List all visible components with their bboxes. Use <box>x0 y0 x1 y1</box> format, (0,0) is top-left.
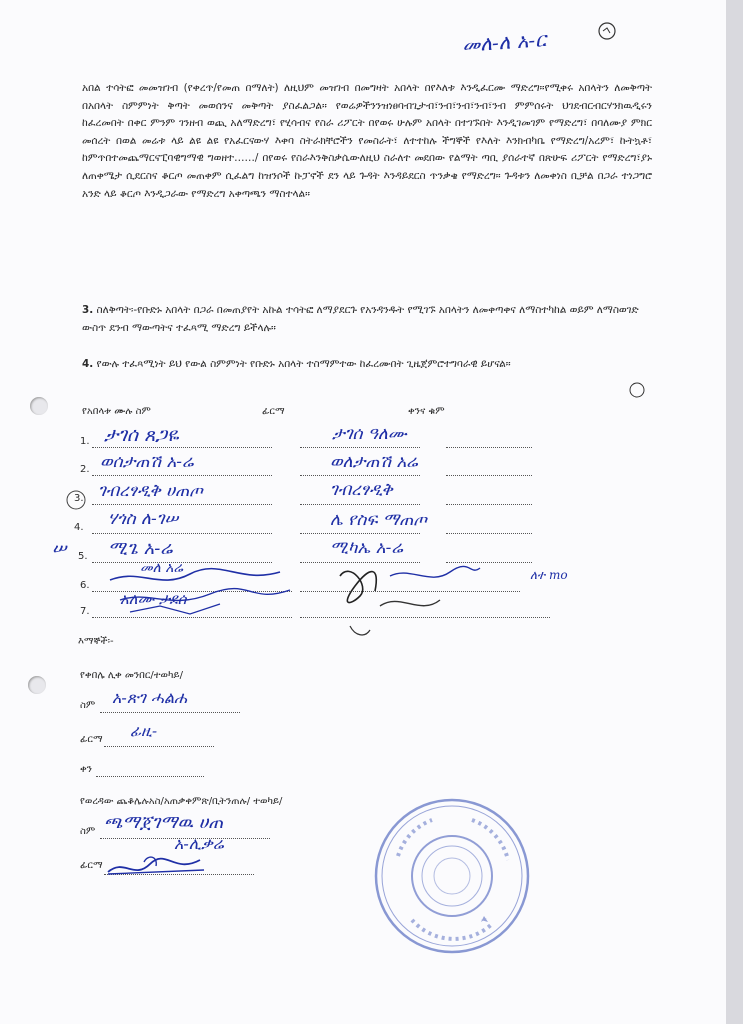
kebele-name-label: ስም <box>80 700 96 711</box>
date-line <box>446 504 532 505</box>
sign-line <box>300 533 420 534</box>
punch-hole <box>28 676 46 694</box>
kebele-sign-hw: ፊዚ- <box>130 722 158 740</box>
row-number: 4. <box>74 522 84 533</box>
header-handwriting: መለ-ለ አ-ር <box>461 27 547 57</box>
clause-3-number: 3. <box>82 304 94 316</box>
kebele-sign-label: ፊርማ <box>80 734 103 745</box>
sign-line <box>300 475 420 476</box>
member-signature: ገብረፃዲቅ <box>330 480 393 500</box>
member-name: ወሰታጠሽ አ-ሬ <box>100 452 194 472</box>
date-line <box>446 533 532 534</box>
date-line <box>446 475 532 476</box>
office-name-hw: ጫማጀገማዉ ሀጠ <box>104 812 224 833</box>
kebele-name-line <box>100 712 240 713</box>
circle-mark-icon <box>596 20 618 42</box>
name-line <box>92 504 272 505</box>
row-number: 5. <box>78 551 88 562</box>
row-number: 7. <box>80 606 90 617</box>
sign-line <box>300 447 420 448</box>
kebele-date-line <box>96 776 204 777</box>
official-stamp-icon <box>372 796 532 956</box>
row-number: 2. <box>80 464 90 475</box>
date-line <box>446 447 532 448</box>
member-name: አለሙ ታደሰ <box>120 590 187 608</box>
row-number: 1. <box>80 436 90 447</box>
circle-mark-icon <box>626 380 650 400</box>
kebele-label: የቀበሌ ሊቀ መንበር/ተወካይ/ <box>80 670 183 681</box>
scribbled-signature-icon <box>100 560 300 620</box>
clause-4 <box>82 355 652 373</box>
member-signature: ታገሰ ዓለሙ <box>332 424 407 444</box>
scribbled-signature-icon <box>104 850 214 886</box>
member-name: ገብረፃዲቅ ሀጠጦ <box>98 481 203 501</box>
col-header-signature: ፊርማ <box>262 406 285 417</box>
side-note-left: ሠ <box>52 538 67 559</box>
main-paragraph: አበል ተሳትፎ መመዝገብ (የቀረጥ/የመጠ በማለት) ለዚህም መዝገብ በመግዛት አበላት በየእለቱ እንዲፈርሙ ማድረግ።የሚቀሩ አበላትን ለመቅጣት በአበላት ስምምነት ቅጣት መወሰንና መቅጣት ያስፈልጋል። የወሬዎችንንዝነፀባብጊታብ፣ንብ፣ንብ፣ንብ፣ንብ ምምሰሩት ህገደብርብርሃንክዉዲሩን ከፈረመበት በቀር ምንም ገንዘብ ወጪ አለማድረግ፣ የሂሳብና የስራ ሪፖርት በየወሩ ሁሉም አበላት በተገኙበት እንዲገመገም የማድረግ፣ በባለሙያ ምክር መሰረት በወል መሬቱ ላይ ልዩ ልዩ የአፈርናውሃ እቀባ ስትራክቸሮችን የመስራት፣ ለተተከሉ ችግኞች የእለት እንክብካቤ የማድረግ/አረም፣ ኩትኳቶ፣ ከምጥበተመጨማርናፒባዊግማዊ ግወዘተ……/ በየወሩ የስራእንቅስቃሴውለዚህ ስራለተ መደበው የልማት ጣቢ ያሰራተኛ በጽሁፍ ሪፖርት የማድረግ፣ያኑ ለጠቀሜታ ሲደርስና ቆርጦ መጠቀም ሲፈልግ ከዝንሶች ኩፓኖች ደን ላይ ጉዳት እንዳይደርስ ጥንቃቄ የማድረግ። ጉዳቱን ለመቀነስ ቢቻል በጋራ ተነጋግሮ አንድ ላይ ቆርጦ እንዲጋራው የማድረግ አቀጣጫን ማስተላል። <box>82 82 652 200</box>
office-name-hw2: አ-ሊቃሬ <box>174 834 224 853</box>
kebele-date-label: ቀን <box>80 764 92 775</box>
punch-hole <box>30 397 48 415</box>
witnesses-label: እማኞች፡- <box>78 636 114 647</box>
col-header-name: የአበላቱ ሙሉ ስም <box>82 406 151 417</box>
clause-4-text: የውሉ ተፈጻሚነት ይህ የውል ስምምነት የቡድኑ አበላት ተስማምተው ከፈረሙበት ጊዜጀምሮተግባራዊ ይሆናል። <box>96 358 511 370</box>
name-line <box>92 447 272 448</box>
member-signature: ሌ የስፍ ማጠጦ <box>330 510 428 530</box>
side-note-right: ለተ mo <box>530 568 568 582</box>
sign-line <box>300 504 420 505</box>
row-number: 6. <box>80 580 90 591</box>
kebele-sign-line <box>104 746 214 747</box>
member-name: መለ አሬ <box>140 560 183 576</box>
member-name: ሚጌ አ-ሬ <box>108 538 173 559</box>
col-header-date: ቀንና ቁም <box>408 406 445 417</box>
member-signature: ሚካኤ አ-ሬ <box>330 538 403 558</box>
member-name: ሃጎስ ለ-ገሠ <box>108 509 179 529</box>
page-edge <box>726 0 743 1024</box>
name-line <box>92 475 272 476</box>
member-name: ታገሰ ጸጋዬ <box>104 424 179 446</box>
office-label: የወረዳው ጨቆሌሉአስ/አጠቃቀምጽ/ቢትንጠሉ/ ተወካይ/ <box>80 796 283 807</box>
clause-3 <box>82 301 652 337</box>
office-name-label: ስም <box>80 826 96 837</box>
kebele-name-hw: አ-ጽገ ሓልሐ <box>112 688 187 707</box>
row-number: 3. <box>74 493 84 504</box>
clause-3-text: ስለቅጣት፡-የቡድኑ አበላት በጋራ በመጠያየት አኩል ተሳትፎ ለማያደርጉ የአንዳንዱት የሚገኙ አበላትን ለመቀጣቀና ለማስተካከል ወይም ለማስወገድ ውስጥ ደንብ ማውጣትና ተፈጻሚ ማድረግ ይችላሉ። <box>82 304 639 334</box>
scribbled-signature-icon <box>320 556 500 646</box>
clause-4-number: 4. <box>82 358 94 370</box>
member-signature: ወለታጠሽ አሬ <box>330 452 418 472</box>
office-sign-label: ፊርማ <box>80 860 103 871</box>
name-line <box>92 533 272 534</box>
